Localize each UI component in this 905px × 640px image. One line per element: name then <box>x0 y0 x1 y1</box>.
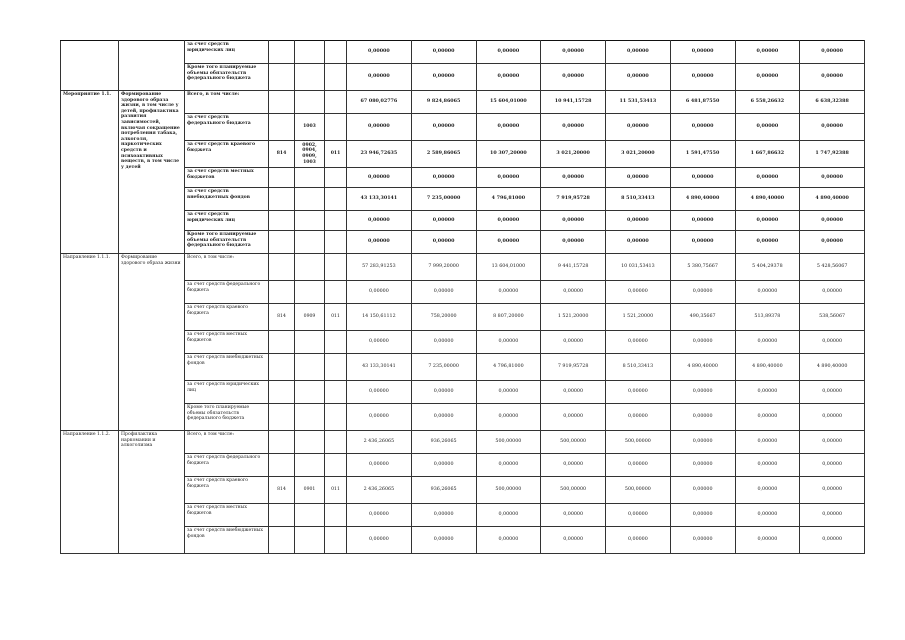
funding-source-label: Всего, в том числе: <box>185 91 269 114</box>
grbs-code <box>269 114 295 141</box>
rzpr-code <box>295 504 325 527</box>
csr-code <box>325 91 347 114</box>
funding-source-label: за счет средств юридических лиц <box>185 211 269 231</box>
amount-cell: 57 283,91253 <box>347 254 412 281</box>
amount-cell: 0,00000 <box>347 381 412 404</box>
amount-cell: 4 890,40000 <box>800 354 865 381</box>
amount-cell: 0,00000 <box>670 41 735 64</box>
amount-cell: 6 481,87550 <box>670 91 735 114</box>
amount-cell: 7 235,00000 <box>411 188 476 211</box>
table-row <box>61 431 865 454</box>
amount-cell: 0,00000 <box>347 331 412 354</box>
grbs-code: 814 <box>269 477 295 504</box>
amount-cell: 0,00000 <box>606 168 671 188</box>
amount-cell: 0,00000 <box>606 331 671 354</box>
amount-cell: 0,00000 <box>800 431 865 454</box>
rzpr-code <box>295 91 325 114</box>
amount-cell: 0,00000 <box>541 41 606 64</box>
rzpr-code <box>295 331 325 354</box>
funding-source-label: за счет средств местных бюджетов <box>185 168 269 188</box>
amount-cell: 0,00000 <box>670 231 735 254</box>
rzpr-code: 0901 <box>295 477 325 504</box>
amount-cell: 3 021,20000 <box>606 141 671 168</box>
csr-code: 011 <box>325 141 347 168</box>
amount-cell: 0,00000 <box>411 331 476 354</box>
amount-cell: 936,26065 <box>411 431 476 454</box>
csr-code <box>325 431 347 454</box>
amount-cell: 0,00000 <box>800 381 865 404</box>
amount-cell: 6 638,32388 <box>800 91 865 114</box>
section-name <box>119 41 185 91</box>
amount-cell: 936,26065 <box>411 477 476 504</box>
amount-cell: 23 946,72635 <box>347 141 412 168</box>
amount-cell: 0,00000 <box>670 381 735 404</box>
amount-cell: 10 307,20000 <box>476 141 541 168</box>
funding-source-label: за счет средств краевого бюджета <box>185 304 269 331</box>
section-title <box>61 41 119 91</box>
amount-cell: 538,56067 <box>800 304 865 331</box>
amount-cell: 0,00000 <box>800 281 865 304</box>
amount-cell: 1 747,92388 <box>800 141 865 168</box>
section-title: Мероприятие 1.1. <box>61 91 119 254</box>
funding-source-label: Всего, в том числе: <box>185 431 269 454</box>
csr-code: 011 <box>325 304 347 331</box>
amount-cell: 0,00000 <box>606 381 671 404</box>
csr-code <box>325 168 347 188</box>
amount-cell: 0,00000 <box>347 504 412 527</box>
amount-cell: 0,00000 <box>541 381 606 404</box>
amount-cell: 0,00000 <box>800 454 865 477</box>
csr-code <box>325 527 347 554</box>
grbs-code <box>269 331 295 354</box>
funding-source-label: Кроме того планируемые объемы обязательств федерального бюджета <box>185 404 269 431</box>
rzpr-code <box>295 281 325 304</box>
amount-cell: 758,20000 <box>411 304 476 331</box>
amount-cell: 67 080,02776 <box>347 91 412 114</box>
section-name: Формирование здорового образа жизни <box>119 254 185 431</box>
amount-cell: 0,00000 <box>541 404 606 431</box>
amount-cell: 0,00000 <box>476 504 541 527</box>
rzpr-code <box>295 404 325 431</box>
amount-cell: 0,00000 <box>735 381 800 404</box>
grbs-code <box>269 91 295 114</box>
grbs-code: 814 <box>269 304 295 331</box>
amount-cell: 0,00000 <box>476 168 541 188</box>
budget-table-body <box>61 41 865 554</box>
csr-code <box>325 354 347 381</box>
grbs-code <box>269 231 295 254</box>
amount-cell: 43 133,30141 <box>347 354 412 381</box>
amount-cell: 0,00000 <box>411 381 476 404</box>
csr-code <box>325 281 347 304</box>
rzpr-code <box>295 211 325 231</box>
amount-cell: 0,00000 <box>411 404 476 431</box>
amount-cell: 0,00000 <box>670 211 735 231</box>
amount-cell: 0,00000 <box>670 168 735 188</box>
amount-cell: 0,00000 <box>606 41 671 64</box>
csr-code <box>325 504 347 527</box>
amount-cell: 0,00000 <box>347 41 412 64</box>
funding-source-label: за счет средств краевого бюджета <box>185 141 269 168</box>
amount-cell: 0,00000 <box>735 527 800 554</box>
rzpr-code: 0902, 0904, 0909, 1003 <box>295 141 325 168</box>
grbs-code <box>269 431 295 454</box>
amount-cell: 0,00000 <box>411 114 476 141</box>
amount-cell: 0,00000 <box>476 331 541 354</box>
amount-cell: 0,00000 <box>476 404 541 431</box>
funding-source-label: Кроме того планируемые объемы обязательств федерального бюджета <box>185 64 269 91</box>
amount-cell: 10 941,15728 <box>541 91 606 114</box>
amount-cell: 0,00000 <box>735 168 800 188</box>
csr-code: 011 <box>325 477 347 504</box>
amount-cell: 15 604,01000 <box>476 91 541 114</box>
amount-cell: 0,00000 <box>670 527 735 554</box>
rzpr-code <box>295 41 325 64</box>
amount-cell: 0,00000 <box>411 41 476 64</box>
amount-cell: 9 824,86065 <box>411 91 476 114</box>
amount-cell: 0,00000 <box>541 114 606 141</box>
grbs-code <box>269 254 295 281</box>
amount-cell: 0,00000 <box>606 64 671 91</box>
funding-source-label: за счет средств внебюджетных фондов <box>185 354 269 381</box>
section-name: Формирование здорового образа жизни, в том числе у детей, профилактика развития зависимостей, включая сокращение потребления табака, алкоголя, наркотических средств и психоактивных веществ, в том числе у детей <box>119 91 185 254</box>
amount-cell: 0,00000 <box>347 404 412 431</box>
table-row <box>61 254 865 281</box>
grbs-code <box>269 211 295 231</box>
amount-cell: 0,00000 <box>347 454 412 477</box>
amount-cell: 8 510,33413 <box>606 354 671 381</box>
amount-cell: 0,00000 <box>541 211 606 231</box>
amount-cell: 0,00000 <box>800 168 865 188</box>
amount-cell: 0,00000 <box>800 41 865 64</box>
amount-cell: 0,00000 <box>347 527 412 554</box>
amount-cell: 0,00000 <box>606 404 671 431</box>
amount-cell: 490,35667 <box>670 304 735 331</box>
amount-cell: 5 380,75667 <box>670 254 735 281</box>
rzpr-code: 0909 <box>295 304 325 331</box>
amount-cell: 4 890,40000 <box>670 188 735 211</box>
amount-cell: 0,00000 <box>800 404 865 431</box>
amount-cell: 0,00000 <box>670 504 735 527</box>
amount-cell: 0,00000 <box>606 504 671 527</box>
amount-cell: 0,00000 <box>670 431 735 454</box>
amount-cell: 0,00000 <box>347 64 412 91</box>
rzpr-code <box>295 431 325 454</box>
amount-cell: 0,00000 <box>800 64 865 91</box>
amount-cell: 0,00000 <box>476 211 541 231</box>
amount-cell: 10 031,53413 <box>606 254 671 281</box>
amount-cell: 13 604,01000 <box>476 254 541 281</box>
amount-cell: 500,00000 <box>476 431 541 454</box>
rzpr-code <box>295 168 325 188</box>
grbs-code <box>269 41 295 64</box>
amount-cell: 0,00000 <box>411 527 476 554</box>
amount-cell: 43 133,30141 <box>347 188 412 211</box>
amount-cell: 0,00000 <box>347 168 412 188</box>
amount-cell: 0,00000 <box>800 114 865 141</box>
rzpr-code <box>295 527 325 554</box>
amount-cell: 0,00000 <box>735 504 800 527</box>
rzpr-code <box>295 231 325 254</box>
amount-cell: 8 807,20000 <box>476 304 541 331</box>
amount-cell: 0,00000 <box>411 168 476 188</box>
amount-cell: 11 531,53413 <box>606 91 671 114</box>
amount-cell: 0,00000 <box>735 331 800 354</box>
amount-cell: 0,00000 <box>606 454 671 477</box>
amount-cell: 0,00000 <box>670 64 735 91</box>
amount-cell: 0,00000 <box>541 281 606 304</box>
funding-source-label: за счет средств юридических лиц <box>185 41 269 64</box>
amount-cell: 0,00000 <box>476 454 541 477</box>
amount-cell: 7 919,95728 <box>541 354 606 381</box>
amount-cell: 0,00000 <box>347 114 412 141</box>
grbs-code <box>269 188 295 211</box>
amount-cell: 0,00000 <box>735 281 800 304</box>
amount-cell: 0,00000 <box>541 168 606 188</box>
amount-cell: 500,00000 <box>541 431 606 454</box>
grbs-code <box>269 404 295 431</box>
funding-source-label: Кроме того планируемые объемы обязательств федерального бюджета <box>185 231 269 254</box>
amount-cell: 0,00000 <box>606 281 671 304</box>
amount-cell: 3 021,20000 <box>541 141 606 168</box>
amount-cell: 2 436,26065 <box>347 431 412 454</box>
amount-cell: 500,00000 <box>606 431 671 454</box>
rzpr-code <box>295 354 325 381</box>
amount-cell: 6 558,26632 <box>735 91 800 114</box>
amount-cell: 0,00000 <box>411 454 476 477</box>
section-title: Направление 1.1.2. <box>61 431 119 554</box>
csr-code <box>325 231 347 254</box>
amount-cell: 1 667,86632 <box>735 141 800 168</box>
amount-cell: 0,00000 <box>476 64 541 91</box>
amount-cell: 0,00000 <box>735 231 800 254</box>
budget-table <box>60 40 865 554</box>
csr-code <box>325 331 347 354</box>
amount-cell: 0,00000 <box>347 231 412 254</box>
amount-cell: 2 436,26065 <box>347 477 412 504</box>
amount-cell: 0,00000 <box>411 231 476 254</box>
amount-cell: 0,00000 <box>735 211 800 231</box>
section-name: Профилактика наркомании и алкоголизма <box>119 431 185 554</box>
funding-source-label: Всего, в том числе: <box>185 254 269 281</box>
funding-source-label: за счет средств федерального бюджета <box>185 454 269 477</box>
amount-cell: 8 510,33413 <box>606 188 671 211</box>
amount-cell: 4 890,40000 <box>735 188 800 211</box>
grbs-code <box>269 381 295 404</box>
amount-cell: 1 521,20000 <box>606 304 671 331</box>
amount-cell: 2 589,86065 <box>411 141 476 168</box>
section-title: Направление 1.1.1. <box>61 254 119 431</box>
amount-cell: 500,00000 <box>606 477 671 504</box>
amount-cell: 0,00000 <box>735 41 800 64</box>
csr-code <box>325 114 347 141</box>
amount-cell: 0,00000 <box>800 527 865 554</box>
funding-source-label: за счет средств внебюджетных фондов <box>185 188 269 211</box>
amount-cell: 9 441,15728 <box>541 254 606 281</box>
table-row <box>61 91 865 114</box>
amount-cell: 0,00000 <box>606 527 671 554</box>
amount-cell: 0,00000 <box>606 231 671 254</box>
amount-cell: 0,00000 <box>670 454 735 477</box>
amount-cell: 513,89378 <box>735 304 800 331</box>
amount-cell: 500,00000 <box>476 477 541 504</box>
rzpr-code <box>295 454 325 477</box>
rzpr-code <box>295 254 325 281</box>
table-row <box>61 41 865 64</box>
amount-cell: 4 796,81000 <box>476 188 541 211</box>
amount-cell: 0,00000 <box>476 527 541 554</box>
amount-cell: 0,00000 <box>670 477 735 504</box>
amount-cell: 0,00000 <box>735 114 800 141</box>
amount-cell: 0,00000 <box>347 281 412 304</box>
amount-cell: 1 591,47550 <box>670 141 735 168</box>
amount-cell: 0,00000 <box>800 504 865 527</box>
amount-cell: 4 890,40000 <box>735 354 800 381</box>
grbs-code <box>269 281 295 304</box>
amount-cell: 0,00000 <box>541 454 606 477</box>
amount-cell: 0,00000 <box>476 41 541 64</box>
amount-cell: 14 150,61112 <box>347 304 412 331</box>
amount-cell: 0,00000 <box>735 431 800 454</box>
amount-cell: 5 404,29378 <box>735 254 800 281</box>
funding-source-label: за счет средств юридических лиц <box>185 381 269 404</box>
amount-cell: 4 796,81000 <box>476 354 541 381</box>
csr-code <box>325 188 347 211</box>
amount-cell: 0,00000 <box>541 504 606 527</box>
rzpr-code: 1003 <box>295 114 325 141</box>
funding-source-label: за счет средств внебюджетных фондов <box>185 527 269 554</box>
grbs-code <box>269 504 295 527</box>
funding-source-label: за счет средств местных бюджетов <box>185 331 269 354</box>
amount-cell: 0,00000 <box>735 477 800 504</box>
amount-cell: 0,00000 <box>606 114 671 141</box>
amount-cell: 0,00000 <box>735 64 800 91</box>
amount-cell: 0,00000 <box>541 527 606 554</box>
amount-cell: 0,00000 <box>800 477 865 504</box>
amount-cell: 0,00000 <box>735 454 800 477</box>
grbs-code <box>269 64 295 91</box>
amount-cell: 500,00000 <box>541 477 606 504</box>
amount-cell: 4 890,40000 <box>800 188 865 211</box>
amount-cell: 0,00000 <box>347 211 412 231</box>
csr-code <box>325 404 347 431</box>
grbs-code <box>269 168 295 188</box>
amount-cell: 0,00000 <box>735 404 800 431</box>
budget-table-page <box>60 40 864 554</box>
amount-cell: 7 999,20000 <box>411 254 476 281</box>
amount-cell: 0,00000 <box>800 211 865 231</box>
amount-cell: 0,00000 <box>541 231 606 254</box>
amount-cell: 0,00000 <box>411 211 476 231</box>
funding-source-label: за счет средств местных бюджетов <box>185 504 269 527</box>
funding-source-label: за счет средств краевого бюджета <box>185 477 269 504</box>
amount-cell: 0,00000 <box>411 64 476 91</box>
amount-cell: 0,00000 <box>411 281 476 304</box>
funding-source-label: за счет средств федерального бюджета <box>185 114 269 141</box>
amount-cell: 0,00000 <box>670 281 735 304</box>
amount-cell: 0,00000 <box>476 281 541 304</box>
csr-code <box>325 381 347 404</box>
amount-cell: 1 521,20000 <box>541 304 606 331</box>
amount-cell: 0,00000 <box>476 231 541 254</box>
amount-cell: 0,00000 <box>541 331 606 354</box>
amount-cell: 0,00000 <box>800 231 865 254</box>
csr-code <box>325 454 347 477</box>
grbs-code <box>269 354 295 381</box>
grbs-code <box>269 454 295 477</box>
amount-cell: 0,00000 <box>670 331 735 354</box>
grbs-code <box>269 527 295 554</box>
csr-code <box>325 41 347 64</box>
rzpr-code <box>295 381 325 404</box>
csr-code <box>325 64 347 91</box>
grbs-code: 814 <box>269 141 295 168</box>
rzpr-code <box>295 64 325 91</box>
amount-cell: 0,00000 <box>476 114 541 141</box>
amount-cell: 4 890,40000 <box>670 354 735 381</box>
amount-cell: 0,00000 <box>411 504 476 527</box>
amount-cell: 0,00000 <box>541 64 606 91</box>
amount-cell: 0,00000 <box>606 211 671 231</box>
amount-cell: 0,00000 <box>670 404 735 431</box>
amount-cell: 0,00000 <box>476 381 541 404</box>
amount-cell: 7 235,00000 <box>411 354 476 381</box>
csr-code <box>325 254 347 281</box>
rzpr-code <box>295 188 325 211</box>
amount-cell: 7 919,95728 <box>541 188 606 211</box>
amount-cell: 5 428,56067 <box>800 254 865 281</box>
amount-cell: 0,00000 <box>670 114 735 141</box>
csr-code <box>325 211 347 231</box>
funding-source-label: за счет средств федерального бюджета <box>185 281 269 304</box>
amount-cell: 0,00000 <box>800 331 865 354</box>
